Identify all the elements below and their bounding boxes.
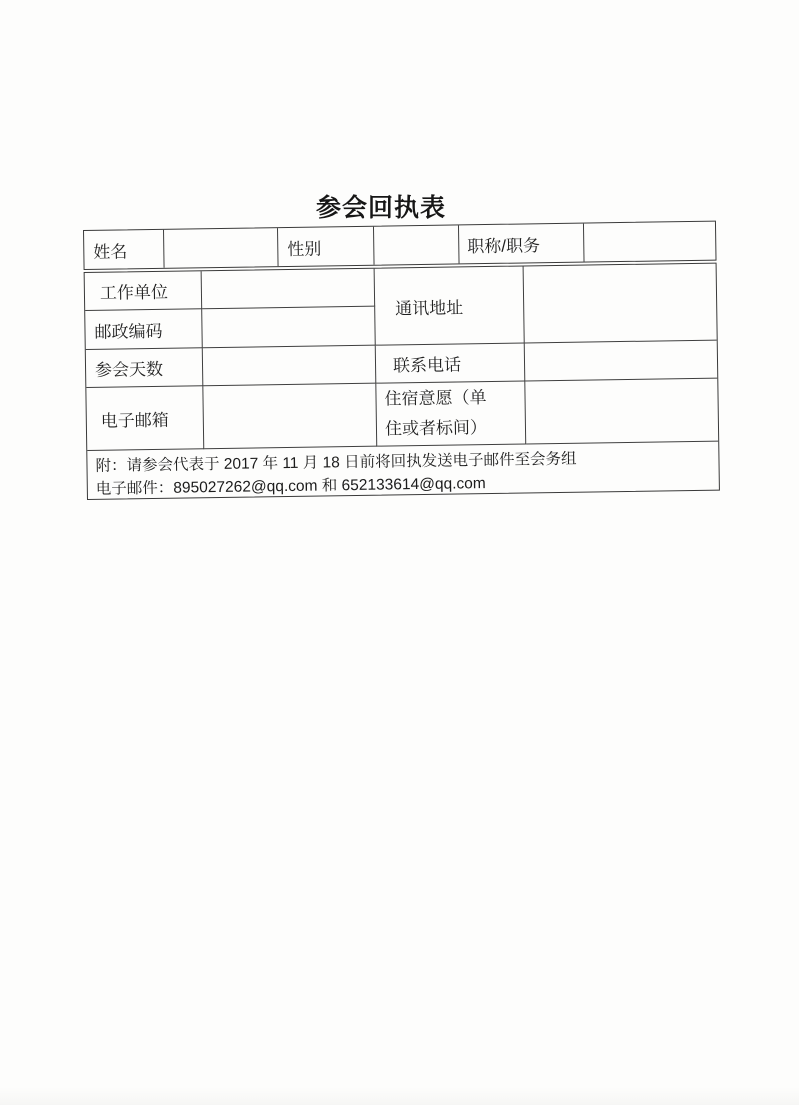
page-title: 参会回执表 — [316, 194, 447, 222]
postal-code-value-cell — [202, 307, 376, 349]
note-line-1: 附：请参会代表于 2017 年 11 月 18 日前将回执发送电子邮件至会务组 — [95, 450, 577, 475]
name-label: 姓名 — [84, 230, 165, 269]
position-value-cell — [584, 222, 716, 262]
table-row-basic-info — [83, 221, 717, 270]
accommodation-value-cell — [525, 379, 718, 445]
accommodation-label-line1: 住宿意愿（单 — [384, 388, 487, 409]
phone-value-cell — [525, 341, 718, 382]
note-cell — [87, 442, 719, 499]
days-value-cell — [203, 346, 377, 387]
accommodation-label — [376, 381, 526, 446]
days-label: 参会天数 — [86, 348, 204, 388]
address-value-cell — [524, 264, 717, 344]
reply-form-table — [83, 221, 720, 500]
table-body — [84, 263, 720, 500]
work-unit-label: 工作单位 — [85, 271, 203, 311]
email-label: 电子邮箱 — [86, 386, 204, 451]
address-label: 通讯地址 — [375, 266, 525, 345]
gender-label: 性别 — [278, 227, 375, 266]
work-unit-value-cell — [202, 269, 376, 310]
email-value-cell — [203, 384, 377, 450]
postal-code-label: 邮政编码 — [85, 309, 203, 350]
accommodation-label-line2: 住或者标间） — [384, 418, 488, 439]
note-line-2: 电子邮件：895027262@qq.com 和 652133614@qq.com — [95, 475, 486, 498]
gender-value-cell — [374, 225, 460, 264]
phone-label: 联系电话 — [376, 343, 526, 383]
position-label: 职称/职务 — [459, 224, 585, 264]
name-value-cell — [164, 228, 279, 268]
